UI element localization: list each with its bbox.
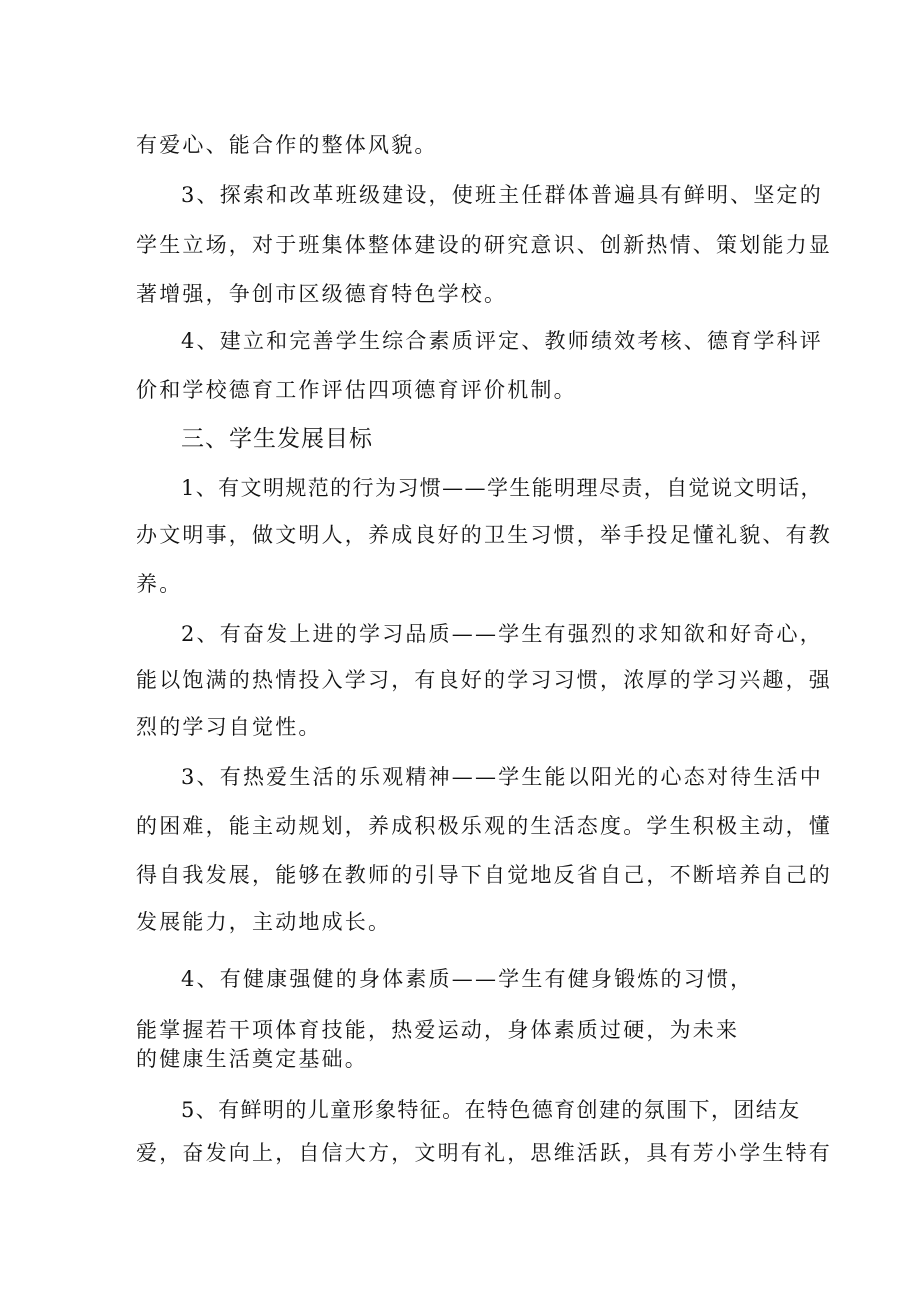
section-heading: 三、学生发展目标 — [181, 426, 373, 452]
text-line: 发展能力，主动地成长。 — [136, 910, 392, 934]
text-line: 的健康生活奠定基础。 — [136, 1047, 368, 1071]
text-line: 有爱心、能合作的整体风貌。 — [136, 133, 438, 157]
text-line: 5、有鲜明的儿童形象特征。在特色德育创建的氛围下，团结友 — [181, 1098, 801, 1122]
text-line: 3、探索和改革班级建设，使班主任群体普遍具有鲜明、坚定的 — [181, 183, 823, 207]
text-line: 得自我发展，能够在教师的引导下自觉地反省自己，不断培养自己的 — [136, 863, 832, 887]
text-line: 学生立场，对于班集体整体建设的研究意识、创新热情、策划能力显 — [136, 233, 832, 257]
text-line: 价和学校德育工作评估四项德育评价机制。 — [136, 378, 577, 402]
text-line: 爱，奋发向上，自信大方，文明有礼，思维活跃，具有芳小学生特有 — [136, 1141, 832, 1165]
text-line: 2、有奋发上进的学习品质——学生有强烈的求知欲和好奇心， — [181, 622, 823, 646]
text-line: 办文明事，做文明人，养成良好的卫生习惯，举手投足懂礼貌、有教 — [136, 523, 832, 547]
text-line: 养。 — [136, 572, 183, 596]
text-line: 3、有热爱生活的乐观精神——学生能以阳光的心态对待生活中 — [181, 765, 823, 789]
text-line: 烈的学习自觉性。 — [136, 715, 322, 739]
text-line: 1、有文明规范的行为习惯——学生能明理尽责，自觉说文明话， — [181, 476, 823, 500]
text-line: 能以饱满的热情投入学习，有良好的学习习惯，浓厚的学习兴趣，强 — [136, 668, 832, 692]
text-line: 4、建立和完善学生综合素质评定、教师绩效考核、德育学科评 — [181, 329, 823, 353]
text-line: 4、有健康强健的身体素质——学生有健身锻炼的习惯， — [181, 967, 754, 991]
text-line: 著增强，争创市区级德育特色学校。 — [136, 282, 508, 306]
text-line: 的困难，能主动规划，养成积极乐观的生活态度。学生积极主动，懂 — [136, 814, 832, 838]
text-line: 能掌握若干项体育技能，热爱运动，身体素质过硬，为未来 — [136, 1018, 740, 1042]
